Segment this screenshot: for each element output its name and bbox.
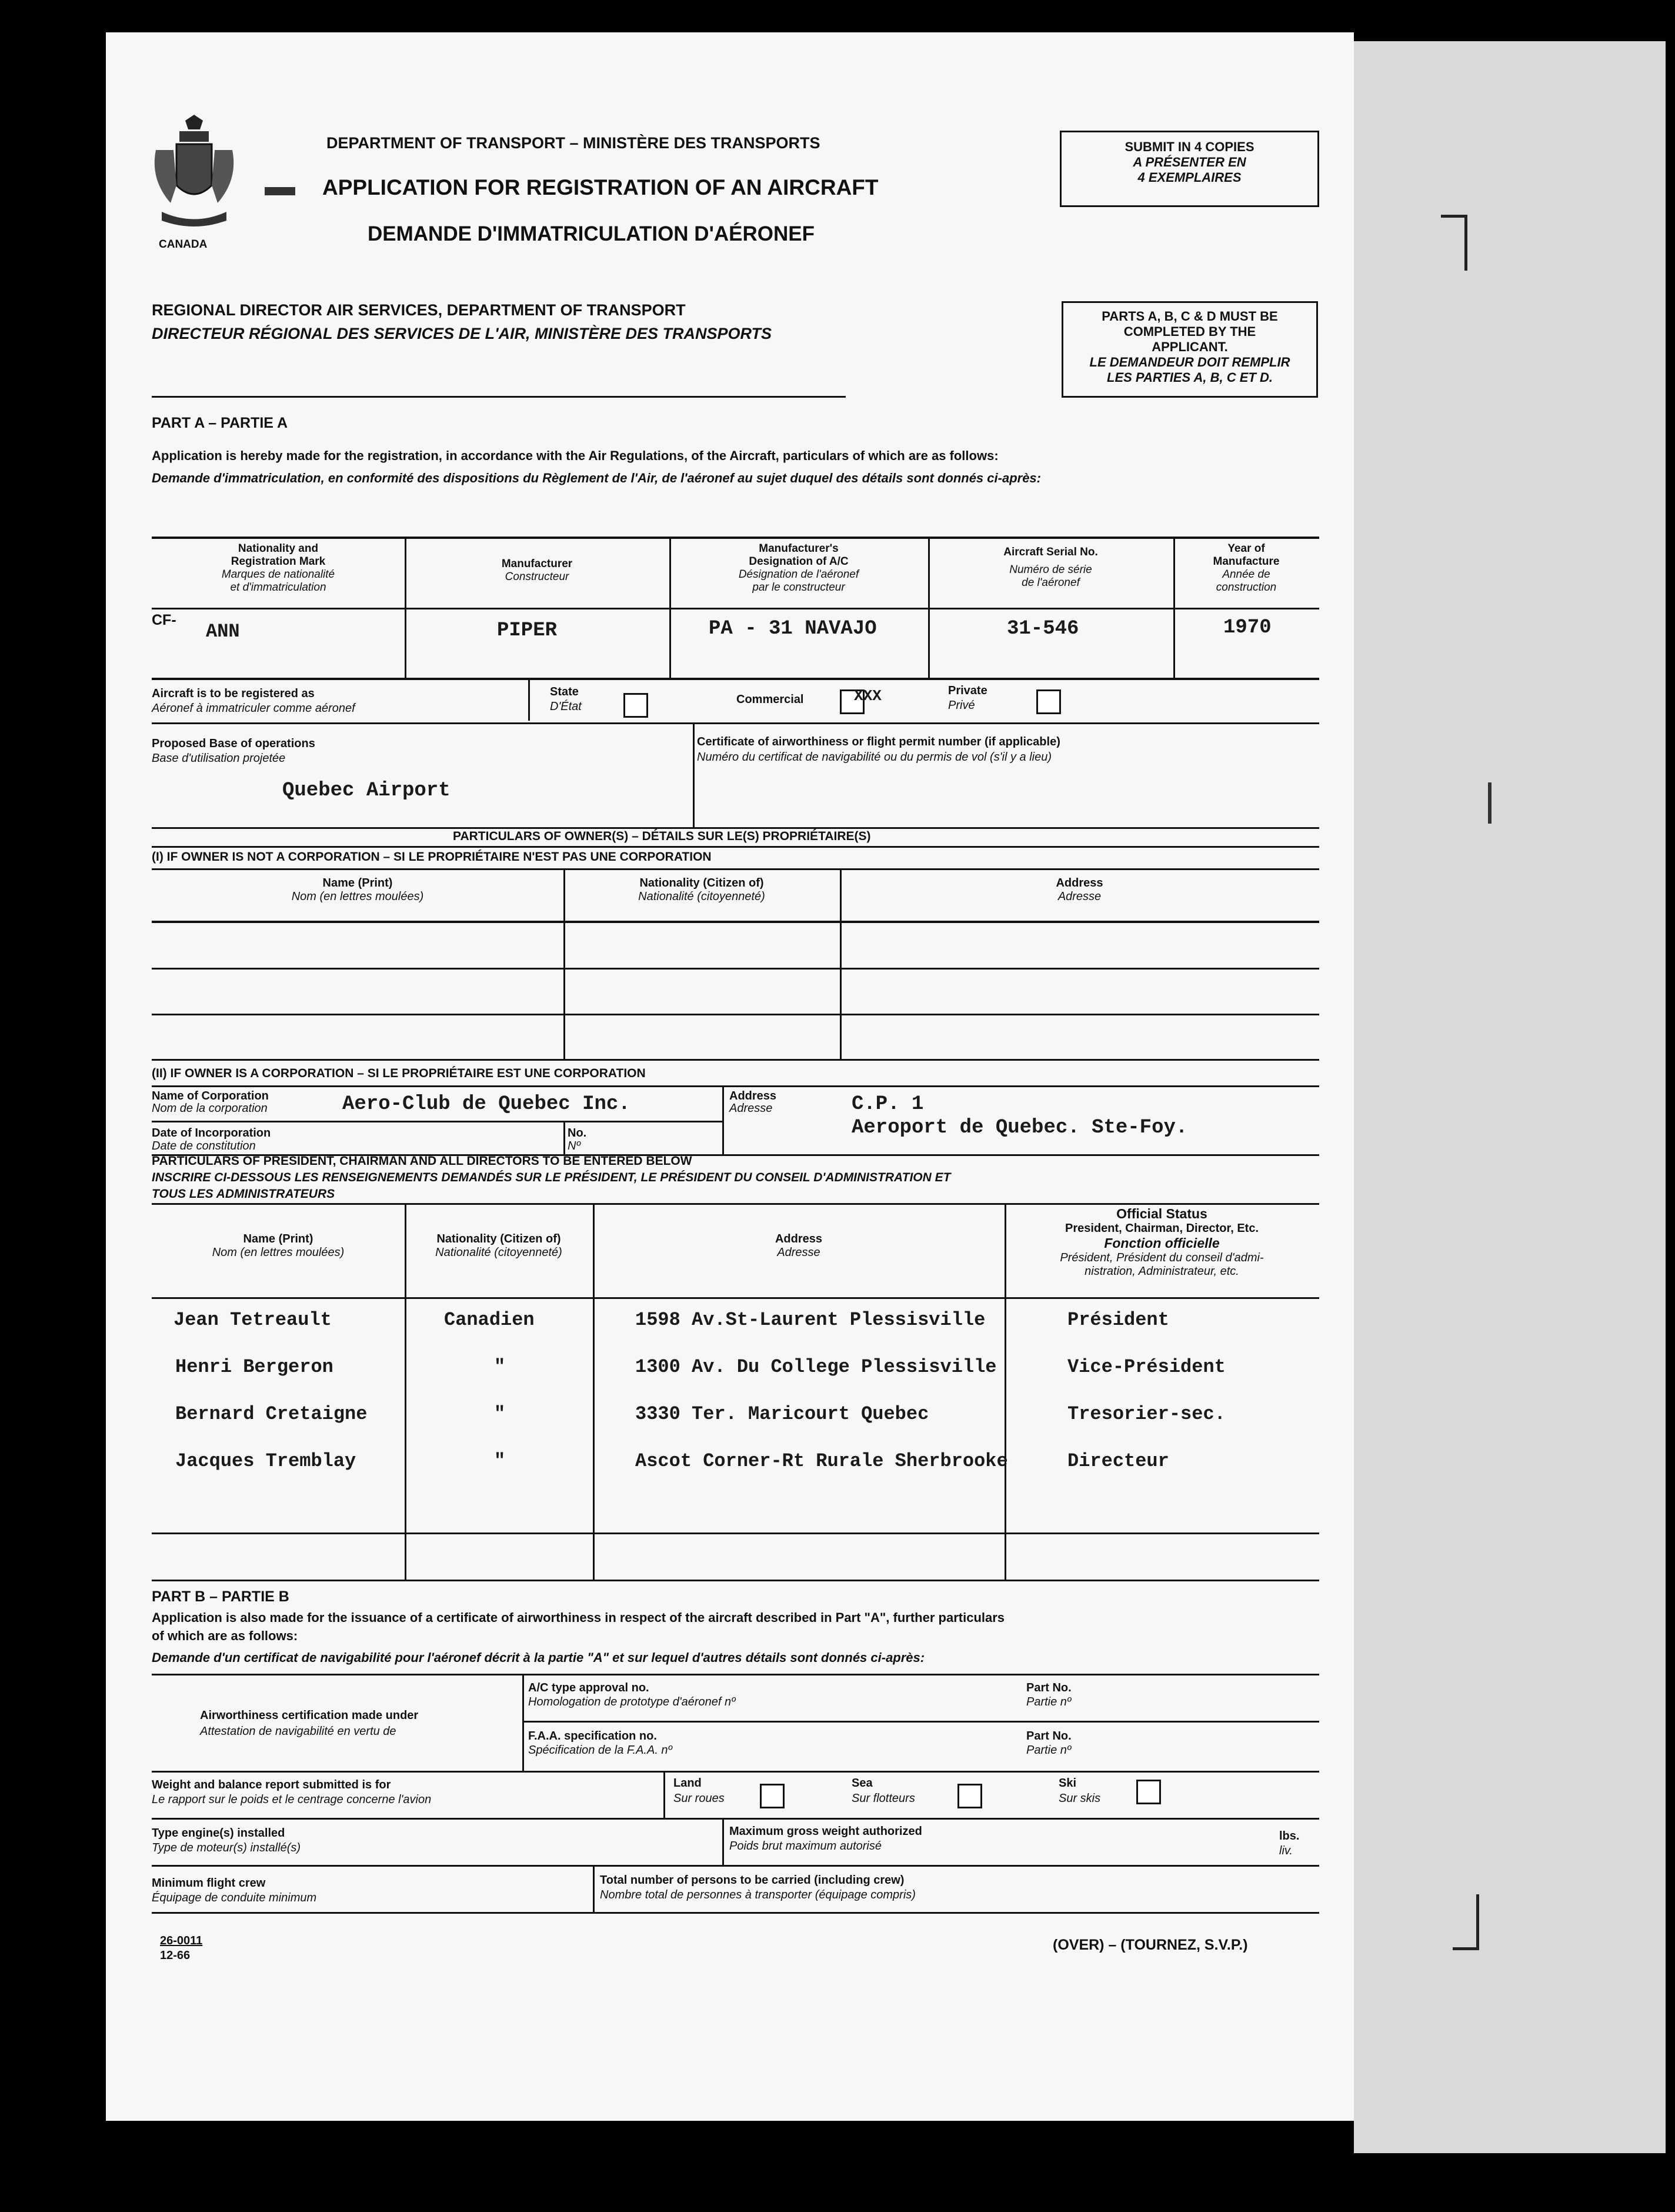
corp-name-value[interactable]: Aero-Club de Quebec Inc.: [342, 1093, 630, 1115]
col-rule: [405, 1203, 406, 1580]
header-text: Official Status: [1116, 1206, 1207, 1221]
state-label-fr: D'État: [550, 700, 582, 713]
director-address-header: [593, 1232, 1005, 1260]
header-text: Adresse: [1057, 890, 1102, 903]
corner-mark: [1441, 215, 1467, 271]
submit-line: A PRÉSENTER EN: [1133, 155, 1246, 169]
header-text: Adresse: [777, 1246, 820, 1259]
director-name-header: [152, 1232, 405, 1260]
header-text: Address: [1056, 877, 1103, 890]
header-text: nistration, Administrateur, etc.: [1085, 1265, 1239, 1278]
header-text: Nom (en lettres moulées): [212, 1246, 345, 1259]
stamp-mark: [265, 187, 295, 195]
owners-heading: PARTICULARS OF OWNER(S) – DÉTAILS SUR LE(S) PROPRIÉTAIRE(S): [453, 830, 871, 843]
persons-label: Total number of persons to be carried (including crew): [600, 1874, 905, 1887]
row-rule: [152, 1912, 1319, 1914]
row-rule: [152, 1059, 1319, 1061]
col-rule: [663, 1771, 665, 1818]
row-rule: [152, 968, 1319, 970]
row-rule: [152, 1014, 1319, 1015]
submit-line: 4 EXEMPLAIRES: [1137, 170, 1242, 185]
state-label: State: [550, 685, 579, 698]
owner-nationality-header: [563, 877, 840, 904]
row-rule: [152, 1121, 722, 1122]
serial-value[interactable]: 31-546: [1007, 618, 1079, 640]
corner-mark: [1453, 1894, 1479, 1950]
header-text: Manufacturer's: [759, 542, 839, 555]
incorporation-label: Date of Incorporation: [152, 1127, 271, 1140]
cert-label-en: Certificate of airworthiness or flight permit number (if applicable): [697, 735, 1060, 748]
cert-label-fr: Numéro du certificat de navigabilité ou du permis de vol (s'il y a lieu): [697, 751, 1052, 764]
part-no-label-1-fr: Partie nº: [1026, 1695, 1072, 1708]
header-text: President, Chairman, Director, Etc.: [1065, 1222, 1259, 1235]
corp-address-label-fr: Adresse: [729, 1102, 773, 1115]
header-text: Year of: [1227, 542, 1265, 555]
header-text: Nom (en lettres moulées): [291, 890, 424, 903]
parts-line: COMPLETED BY THE: [1123, 324, 1256, 339]
row-rule: [152, 1533, 1319, 1534]
director-nationality-header: [405, 1232, 593, 1260]
row-rule: [152, 1085, 1319, 1087]
table-rule: [152, 608, 1319, 609]
header-text: Fonction officielle: [1104, 1235, 1220, 1251]
airworthiness-label: Airworthiness certification made under: [200, 1709, 419, 1722]
row-rule: [152, 868, 1319, 870]
no-label: No.: [568, 1127, 587, 1140]
director-3-name[interactable]: Bernard Cretaigne: [175, 1403, 368, 1425]
part-a-heading: PART A – PARTIE A: [152, 415, 288, 431]
header-text: Marques de nationalité: [221, 568, 335, 581]
director-4-name[interactable]: Jacques Tremblay: [175, 1450, 356, 1472]
director-status-header: [1005, 1206, 1319, 1278]
row-rule: [522, 1721, 1319, 1723]
part-b-intro-en-1: Application is also made for the issuance of a certificate of airworthiness in respect of the aircraft described in Part "A", further particulars: [152, 1610, 1005, 1625]
engine-label-fr: Type de moteur(s) installé(s): [152, 1841, 301, 1854]
col-reg-header: [152, 542, 405, 594]
part-no-label-1: Part No.: [1026, 1681, 1072, 1694]
header-text: Address: [775, 1232, 823, 1245]
col-rule: [593, 1865, 595, 1912]
header-text: Name (Print): [322, 877, 393, 890]
state-checkbox[interactable]: [623, 693, 648, 718]
director-2-address[interactable]: 1300 Av. Du College Plessisville: [635, 1356, 997, 1378]
row-rule: [152, 827, 1319, 829]
submit-line: SUBMIT IN 4 COPIES: [1125, 139, 1254, 154]
director-4-nationality[interactable]: ": [494, 1450, 506, 1472]
no-label-fr: Nº: [568, 1140, 580, 1152]
address-line: [152, 396, 846, 398]
particulars-fr-1: INSCRIRE CI-DESSOUS LES RENSEIGNEMENTS DEMANDÉS SUR LE PRÉSIDENT, LE PRÉSIDENT DU CONSEIL D'ADMINISTRATION ET: [152, 1171, 951, 1184]
year-value[interactable]: 1970: [1223, 617, 1272, 639]
weight-balance-label: Weight and balance report submitted is for: [152, 1778, 391, 1791]
row-rule: [152, 846, 1319, 848]
corp-address-label: Address: [729, 1090, 777, 1102]
type-approval-label: A/C type approval no.: [528, 1681, 649, 1694]
header-text: Nationalité (citoyenneté): [638, 890, 765, 903]
header-text: Numéro de série: [1009, 564, 1092, 576]
parts-line: LES PARTIES A, B, C ET D.: [1107, 370, 1273, 385]
header-text: Constructeur: [505, 571, 569, 583]
header-text: et d'immatriculation: [230, 581, 326, 594]
ski-label: Ski: [1059, 1777, 1077, 1790]
corp-address-line-1[interactable]: C.P. 1: [852, 1093, 924, 1115]
header-text: Nationality and: [238, 542, 319, 555]
faa-spec-label: F.A.A. specification no.: [528, 1730, 657, 1743]
director-1-address[interactable]: 1598 Av.St-Laurent Plessisville: [635, 1309, 986, 1331]
director-4-address[interactable]: Ascot Corner-Rt Rurale Sherbrooke: [635, 1450, 1008, 1472]
sea-label: Sea: [852, 1777, 873, 1790]
parts-required-box: [1062, 301, 1318, 398]
director-3-address[interactable]: 3330 Ter. Maricourt Quebec: [635, 1403, 929, 1425]
header-text: Manufacturer: [501, 558, 573, 570]
private-label-fr: Privé: [948, 699, 975, 712]
min-crew-label-fr: Équipage de conduite minimum: [152, 1891, 317, 1904]
lbs-unit: lbs.: [1279, 1830, 1300, 1843]
base-value[interactable]: Quebec Airport: [282, 779, 451, 802]
row-rule: [152, 1297, 1319, 1299]
row-rule: [152, 1580, 1319, 1581]
registered-as-en: Aircraft is to be registered as: [152, 687, 315, 700]
corner-mark: [1488, 782, 1492, 824]
regional-director-fr: DIRECTEUR RÉGIONAL DES SERVICES DE L'AIR, MINISTÈRE DES TRANSPORTS: [152, 325, 772, 342]
weight-balance-label-fr: Le rapport sur le poids et le centrage concerne l'avion: [152, 1793, 432, 1806]
regional-director-en: REGIONAL DIRECTOR AIR SERVICES, DEPARTMENT OF TRANSPORT: [152, 301, 686, 319]
row-rule: [152, 1674, 1319, 1675]
director-1-status[interactable]: Président: [1067, 1309, 1169, 1331]
max-weight-label-fr: Poids brut maximum autorisé: [729, 1840, 882, 1853]
max-weight-label: Maximum gross weight authorized: [729, 1825, 922, 1838]
engine-label: Type engine(s) installed: [152, 1827, 285, 1840]
min-crew-label: Minimum flight crew: [152, 1877, 266, 1890]
col-rule: [563, 1121, 565, 1156]
header-text: Nationalité (citoyenneté): [435, 1246, 562, 1259]
land-label: Land: [673, 1777, 702, 1790]
header-text: Manufacture: [1213, 555, 1280, 568]
airworthiness-label-fr: Attestation de navigabilité en vertu de: [200, 1725, 396, 1738]
row-rule: [152, 1771, 1319, 1773]
row-rule: [528, 679, 530, 721]
col-year-header: [1173, 542, 1319, 594]
row-rule: [152, 722, 1319, 724]
reg-mark-value[interactable]: ANN: [206, 621, 240, 642]
sea-checkbox[interactable]: [957, 1784, 982, 1808]
part-b-intro-fr: Demande d'un certificat de navigabilité pour l'aéronef décrit à la partie "A" et sur lequel d'autres détails sont donnés ci-après:: [152, 1650, 925, 1665]
owners-section-1: (I) IF OWNER IS NOT A CORPORATION – SI LE PROPRIÉTAIRE N'EST PAS UNE CORPORATION: [152, 850, 712, 864]
coat-of-arms-icon: [144, 115, 244, 232]
liv-unit: liv.: [1279, 1844, 1293, 1857]
particulars-fr-2: TOUS LES ADMINISTRATEURS: [152, 1187, 335, 1201]
col-manufacturer-header: [405, 558, 669, 584]
col-serial-header: [928, 546, 1173, 589]
row-rule: [152, 1865, 1319, 1867]
part-b-intro-en-2: of which are as follows:: [152, 1628, 298, 1643]
part-a-intro-en: Application is hereby made for the registration, in accordance with the Air Regulations, of the Aircraft, particulars of which are as follows:: [152, 448, 999, 463]
type-approval-label-fr: Homologation de prototype d'aéronef nº: [528, 1695, 736, 1708]
base-label-fr: Base d'utilisation projetée: [152, 752, 286, 765]
designation-value[interactable]: PA - 31 NAVAJO: [709, 618, 877, 640]
adjacent-page-edge: [1354, 41, 1666, 2153]
part-no-label-2: Part No.: [1026, 1730, 1072, 1743]
col-rule: [722, 1085, 724, 1156]
header-text: construction: [1216, 581, 1277, 594]
director-2-status[interactable]: Vice-Président: [1067, 1356, 1226, 1378]
corp-name-label-fr: Nom de la corporation: [152, 1102, 268, 1115]
land-label-fr: Sur roues: [673, 1792, 725, 1805]
part-no-label-2-fr: Partie nº: [1026, 1744, 1072, 1757]
part-a-intro-fr: Demande d'immatriculation, en conformité des dispositions du Règlement de l'Air, de l'aéronef au sujet duquel des détails sont donnés ci-après:: [152, 471, 1041, 485]
commercial-mark: XXX: [854, 687, 882, 705]
table-rule: [152, 537, 1319, 539]
header-text: Designation of A/C: [749, 555, 849, 568]
parts-line: LE DEMANDEUR DOIT REMPLIR: [1089, 355, 1290, 369]
title-fr: DEMANDE D'IMMATRICULATION D'AÉRONEF: [368, 222, 815, 245]
owners-section-2: (II) IF OWNER IS A CORPORATION – SI LE PROPRIÉTAIRE EST UNE CORPORATION: [152, 1067, 646, 1080]
department-line: DEPARTMENT OF TRANSPORT – MINISTÈRE DES TRANSPORTS: [326, 134, 820, 152]
part-b-heading: PART B – PARTIE B: [152, 1588, 289, 1605]
corp-address-line-2[interactable]: Aeroport de Quebec. Ste-Foy.: [852, 1117, 1188, 1139]
base-label-en: Proposed Base of operations: [152, 737, 315, 750]
ski-checkbox[interactable]: [1136, 1780, 1161, 1804]
form-number: 26-0011: [160, 1934, 203, 1947]
header-text: Nationality (Citizen of): [639, 877, 764, 890]
private-checkbox[interactable]: [1036, 689, 1061, 714]
row-rule: [152, 1818, 1319, 1820]
director-2-name[interactable]: Henri Bergeron: [175, 1356, 333, 1378]
header-text: de l'aéronef: [1022, 577, 1080, 589]
header-text: Nationality (Citizen of): [436, 1232, 561, 1245]
incorporation-label-fr: Date de constitution: [152, 1140, 256, 1152]
corp-name-label: Name of Corporation: [152, 1090, 269, 1102]
director-2-nationality[interactable]: ": [494, 1356, 506, 1378]
sea-label-fr: Sur flotteurs: [852, 1792, 915, 1805]
col-rule: [593, 1203, 595, 1580]
submit-copies-box: [1060, 131, 1319, 207]
col-rule: [722, 1818, 724, 1865]
title-en: APPLICATION FOR REGISTRATION OF AN AIRCRAFT: [322, 175, 879, 199]
parts-line: PARTS A, B, C & D MUST BE: [1102, 309, 1278, 324]
director-3-nationality[interactable]: ": [494, 1403, 506, 1425]
director-3-status[interactable]: Tresorier-sec.: [1067, 1403, 1226, 1425]
header-text: Registration Mark: [231, 555, 326, 568]
over-note: (OVER) – (TOURNEZ, S.V.P.): [1053, 1937, 1248, 1953]
director-1-name[interactable]: Jean Tetreault: [173, 1309, 332, 1331]
header-text: Name (Print): [243, 1232, 313, 1245]
director-4-status[interactable]: Directeur: [1067, 1450, 1169, 1472]
owner-address-header: [840, 877, 1319, 904]
country-label: CANADA: [159, 238, 208, 251]
row-rule: [152, 1203, 1319, 1205]
header-text: par le constructeur: [752, 581, 845, 594]
form-date: 12-66: [160, 1949, 191, 1962]
parts-line: APPLICANT.: [1152, 339, 1228, 354]
row-rule: [152, 921, 1319, 923]
private-label: Private: [948, 684, 987, 697]
commercial-label: Commercial: [736, 693, 804, 706]
registered-as-fr: Aéronef à immatriculer comme aéronef: [152, 702, 355, 715]
land-checkbox[interactable]: [760, 1784, 785, 1808]
row-rule: [693, 722, 695, 827]
header-text: Désignation de l'aéronef: [738, 568, 859, 581]
header-text: Aircraft Serial No.: [1003, 546, 1098, 558]
reg-prefix: CF-: [152, 612, 176, 628]
header-text: Président, Président du conseil d'admi-: [1060, 1251, 1264, 1264]
persons-label-fr: Nombre total de personnes à transporter (équipage compris): [600, 1888, 916, 1901]
faa-spec-label-fr: Spécification de la F.A.A. nº: [528, 1744, 672, 1757]
director-1-nationality[interactable]: Canadien: [444, 1309, 535, 1331]
ski-label-fr: Sur skis: [1059, 1792, 1101, 1805]
col-designation-header: [669, 542, 928, 594]
manufacturer-value[interactable]: PIPER: [497, 619, 558, 642]
table-rule: [152, 678, 1319, 680]
header-text: Année de: [1222, 568, 1270, 581]
particulars-en: PARTICULARS OF PRESIDENT, CHAIRMAN AND ALL DIRECTORS TO BE ENTERED BELOW: [152, 1154, 692, 1168]
owner-name-header: [152, 877, 563, 904]
